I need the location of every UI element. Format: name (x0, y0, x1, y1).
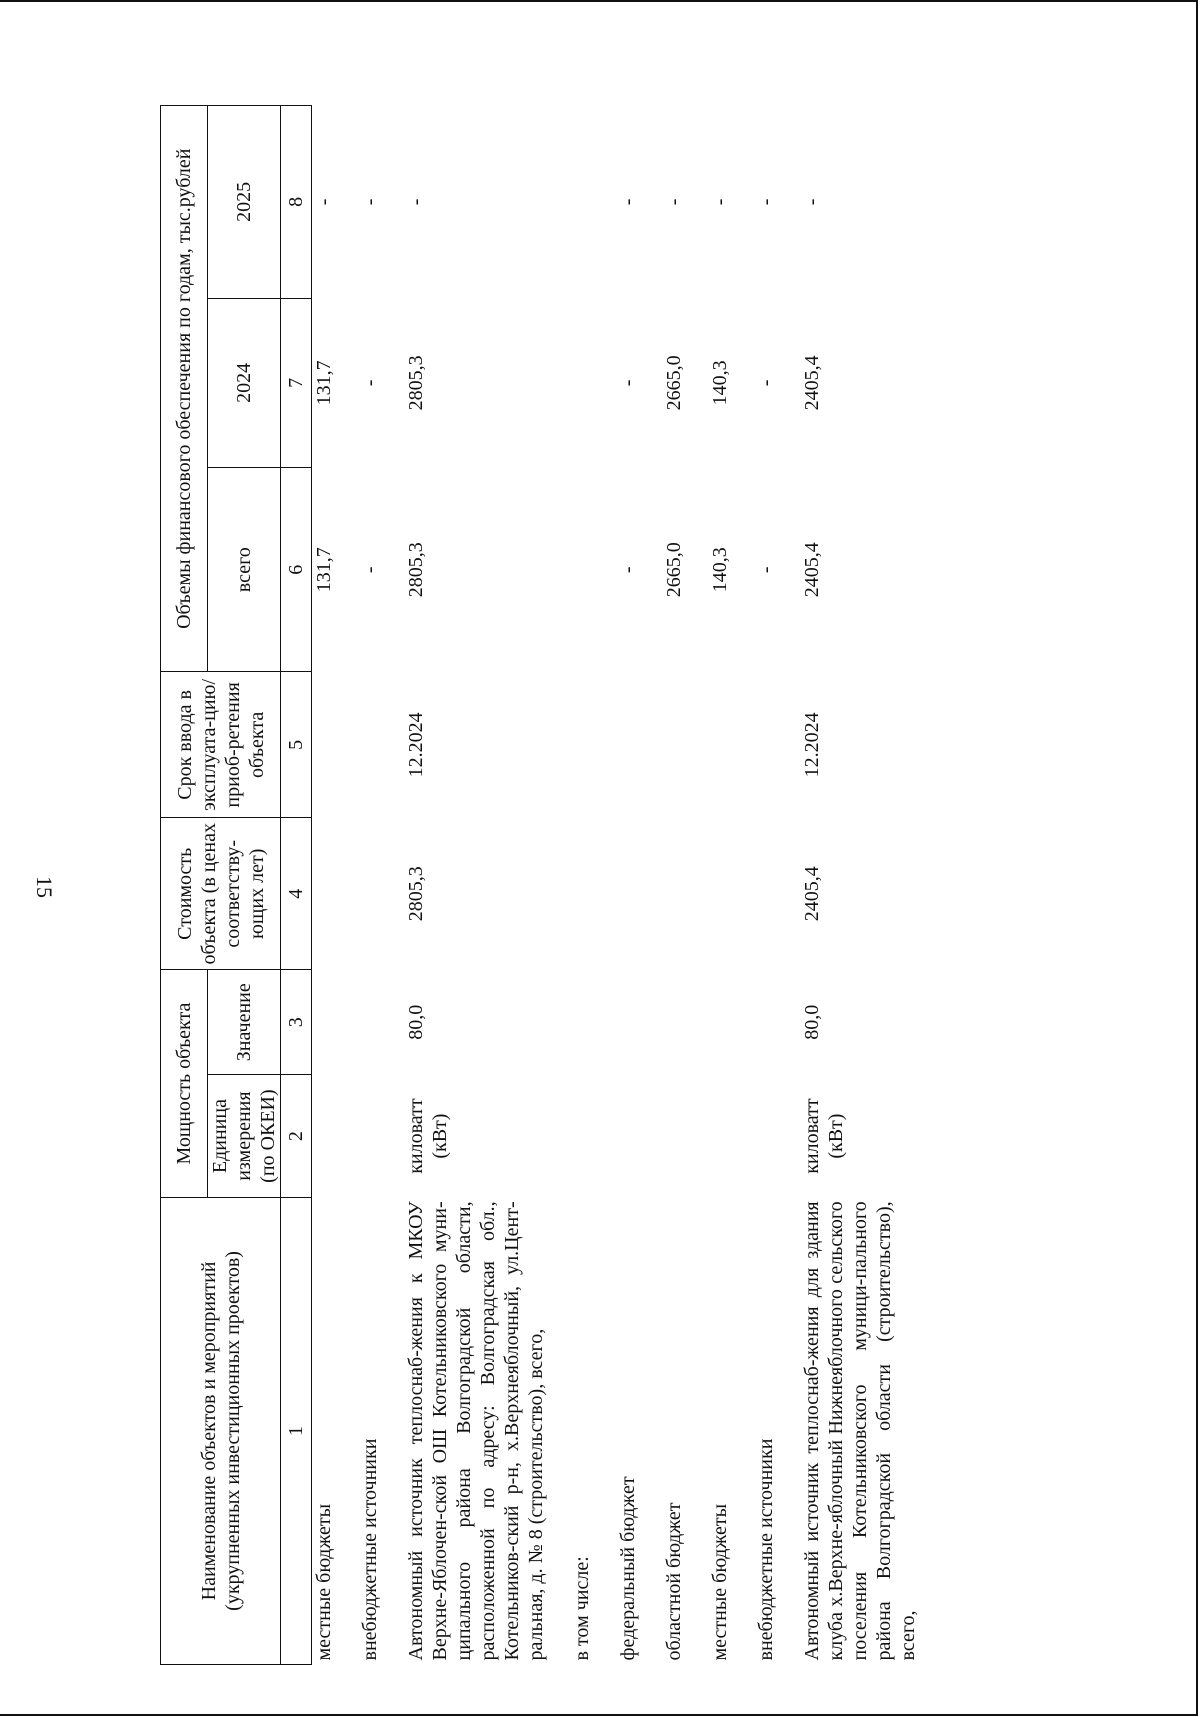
row-name: местные бюджеты (313, 1503, 335, 1661)
row-cost: 2405,4 (801, 866, 823, 922)
row-2024: 131,7 (313, 360, 335, 406)
row-unit (312, 1075, 337, 1198)
table-row (754, 106, 778, 1665)
table-row (708, 106, 732, 1665)
row-cost (616, 818, 640, 970)
row-2024: - (755, 379, 777, 387)
row-name: местные бюджеты (709, 1503, 731, 1661)
header-value: Значение (208, 970, 281, 1075)
row-total (570, 468, 594, 672)
row-2025: - (801, 198, 823, 206)
row-2024: 140,3 (709, 360, 731, 406)
row-total: - (617, 566, 639, 574)
row-total: 2405,4 (801, 542, 823, 598)
row-value: 80,0 (405, 1004, 427, 1040)
row-spacer (640, 106, 662, 1665)
row-2024: 2665,0 (663, 355, 685, 411)
row-value: 80,0 (801, 1004, 823, 1040)
header-index: 2 (281, 1075, 312, 1198)
row-value (662, 970, 686, 1075)
row-term (708, 672, 732, 818)
row-term: 12.2024 (801, 712, 823, 778)
row-2025 (570, 106, 594, 299)
row-total: - (755, 566, 777, 574)
row-term (754, 672, 778, 818)
row-total: - (359, 566, 381, 574)
row-name: в том числе: (571, 1556, 593, 1661)
row-name: федеральный бюджет (617, 1476, 639, 1661)
row-value (312, 970, 337, 1075)
row-unit (358, 1075, 382, 1198)
row-cost (570, 818, 594, 970)
table-row (358, 106, 382, 1665)
row-cost: 2805,3 (405, 866, 427, 922)
row-value (570, 970, 594, 1075)
row-value (616, 970, 640, 1075)
row-unit (662, 1075, 686, 1198)
row-total: 140,3 (709, 547, 731, 593)
row-total: 2665,0 (663, 542, 685, 598)
row-unit: киловатт (кВт) (405, 1098, 451, 1174)
header-unit: Единица измерения (по ОКЕИ) (208, 1075, 281, 1198)
row-2024 (570, 298, 594, 467)
row-spacer (594, 106, 616, 1665)
row-unit (754, 1075, 778, 1198)
table-body (312, 106, 943, 1665)
row-spacer (920, 106, 942, 1665)
header-year-2025: 2025 (208, 106, 281, 299)
row-total: 2805,3 (405, 542, 427, 598)
row-term (616, 672, 640, 818)
header-index: 5 (281, 672, 312, 818)
financing-table (160, 105, 942, 1665)
row-name: областной бюджет (663, 1502, 685, 1661)
row-total: 131,7 (313, 547, 335, 593)
header-index: 8 (281, 106, 312, 299)
row-cost (708, 818, 732, 970)
row-cost (754, 818, 778, 970)
row-2025: - (663, 198, 685, 206)
table-row (570, 106, 594, 1665)
row-2025: - (755, 198, 777, 206)
row-spacer (778, 106, 800, 1665)
row-spacer (382, 106, 404, 1665)
header-term: Срок ввода в эксплуата-цию/приоб-ретения объекта (161, 672, 281, 818)
header-index: 6 (281, 468, 312, 672)
row-2025: - (405, 198, 427, 206)
row-2025: - (313, 198, 335, 206)
row-unit: киловатт (кВт) (801, 1098, 847, 1174)
row-value (358, 970, 382, 1075)
row-2025: - (359, 198, 381, 206)
row-spacer (732, 106, 754, 1665)
header-index: 7 (281, 298, 312, 467)
row-value (708, 970, 732, 1075)
table-row (312, 106, 337, 1665)
row-2024: - (617, 379, 639, 387)
row-2024: 2805,3 (405, 355, 427, 411)
header-index-row (281, 106, 312, 1665)
header-total: всего (208, 468, 281, 672)
row-2025: - (709, 198, 731, 206)
row-2024: 2405,4 (801, 355, 823, 411)
row-name: внебюджетные источники (359, 1438, 381, 1661)
row-2024: - (359, 379, 381, 387)
row-unit (570, 1075, 594, 1198)
row-cost (662, 818, 686, 970)
row-name: внебюджетные источники (755, 1438, 777, 1661)
row-term (312, 672, 337, 818)
header-index: 1 (281, 1197, 312, 1664)
row-unit (708, 1075, 732, 1198)
header-finance-group: Объемы финансового обеспечения по годам, тыс.рублей (161, 106, 208, 672)
row-term (570, 672, 594, 818)
row-term (662, 672, 686, 818)
table-row (616, 106, 640, 1665)
table-row (800, 106, 920, 1665)
row-spacer (548, 106, 570, 1665)
row-name: Автономный источник теплоснаб-жения для здания клуба х.Верхне-яблочный Нижнеяблочного сельского поселения Котельниковского муници-пального района Волгоградской области (строительство), всего, (801, 1201, 919, 1661)
header-power-group: Мощность объекта (161, 970, 208, 1198)
rotated-page (0, 105, 1100, 1665)
row-spacer (686, 106, 708, 1665)
table-row (662, 106, 686, 1665)
header-index: 4 (281, 818, 312, 970)
row-2025: - (617, 198, 639, 206)
row-name: Автономный источник теплоснаб-жения к МКОУ Верхне-Яблочен-ской ОШ Котельниковского муни-ципального района Волгоградской области, расположенной по адресу: Волгоградская обл., Котельников-ский р-н, х.Верхнеяблочный, ул.Цент-ральная, д. № 8 (строительство), всего, (405, 1201, 547, 1661)
page-number: 15 (32, 876, 57, 898)
header-index: 3 (281, 970, 312, 1075)
row-cost (358, 818, 382, 970)
row-value (754, 970, 778, 1075)
table-row (404, 106, 548, 1665)
row-cost (312, 818, 337, 970)
header-col1: Наименование объектов и мероприятий (укрупненных инвестиционных проектов) (161, 1197, 281, 1664)
header-year-2024: 2024 (208, 298, 281, 467)
row-term (358, 672, 382, 818)
row-term: 12.2024 (405, 712, 427, 778)
row-spacer (336, 106, 358, 1665)
header-cost: Стоимость объекта (в ценах соответству-ющих лет) (161, 818, 281, 970)
row-unit (616, 1075, 640, 1198)
